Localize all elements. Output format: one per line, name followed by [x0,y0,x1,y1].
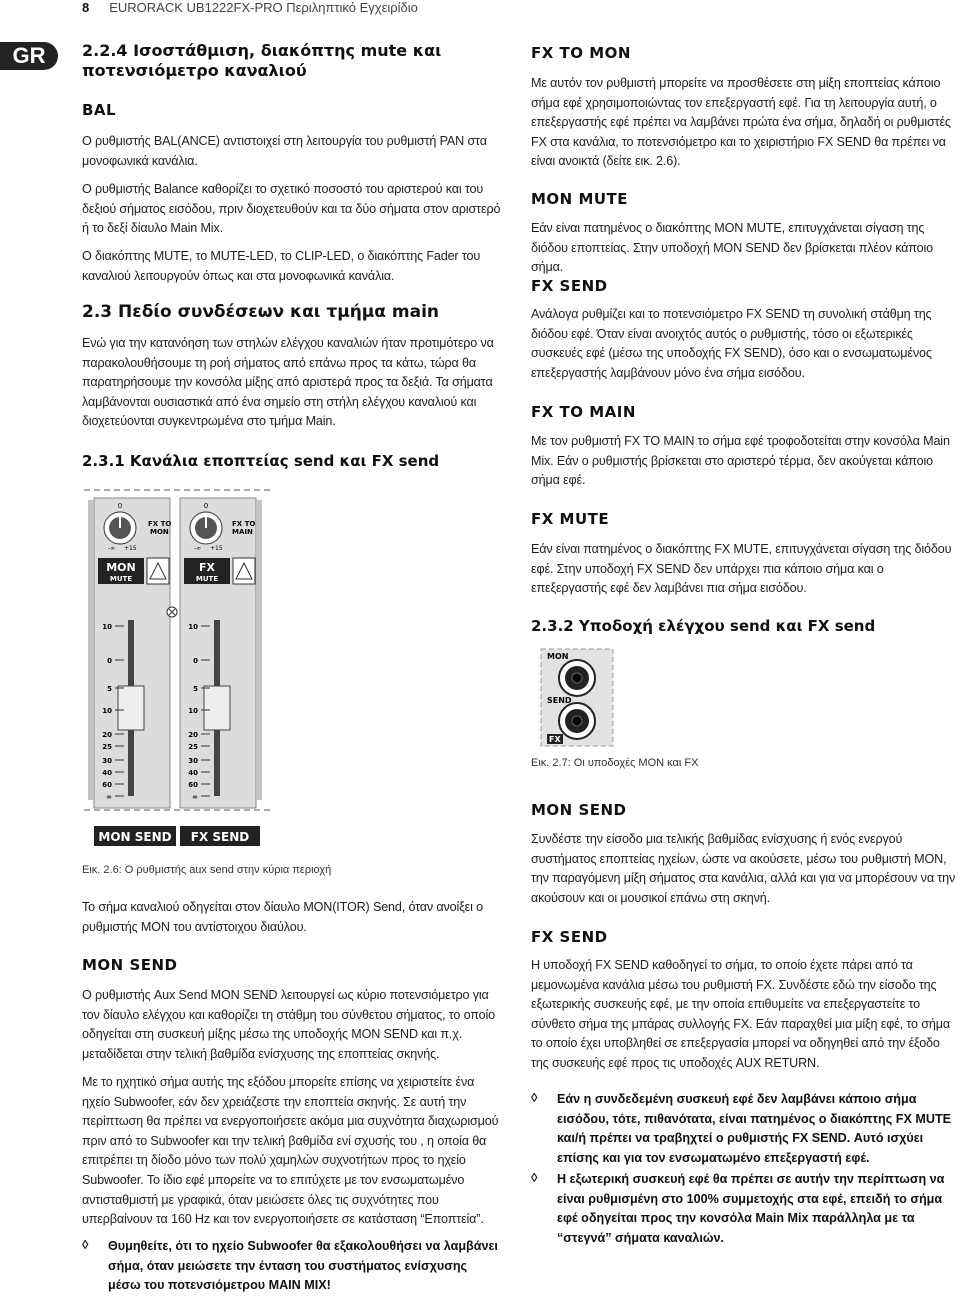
mon-mute-warning-icon [147,558,169,584]
mon-send-jack[interactable] [559,660,595,696]
fx-to-mon-paragraph: Με αυτόν τον ρυθμιστή μπορείτε να προσθέσετε στη μίξη εποπτείας κάποιο σήμα εφέ χρησιμοποιώντας τον επεξεργαστή εφέ. Για τη λειτουργία αυτή, ο επεξεργαστής εφέ πρέπει να λαμβάνει πρώτα ένα σήμα, δηλαδή οι ρυθμιστές FX στα κανάλια, το ποτενσιόμετρο και το χειριστήριο FX SEND θα πρέπει να είναι ανοικτά (δείτε εικ. 2.6). [531,76,951,169]
knob-zero-label: 0 [117,502,123,510]
fx-mute-text: MUTE [195,575,219,583]
mon-send-jack-paragraph: Συνδέστε την είσοδο μια τελικής βαθμίδας ενίσχυσης ή ενός ενεργού συστήματος εποπτείας ηχείων, ώστε να ακούσετε, μέσω του ρυθμιστή MON, την παραγόμενη μίξη σήματος στα κανάλια, αλλά και για να μπορέσουν να την ακούσουν και οι μουσικοί επάνω στη σκηνή. [531,832,956,905]
fader-scale-label: 0 [107,657,112,665]
fader-scale-label: 25 [102,743,112,751]
mon-mute-heading: MON MUTE [531,190,629,208]
page-header [82,0,418,15]
knob-min-label: -∞ [108,545,116,552]
knob-max-label: +15 [210,545,223,552]
fader-scale-label: 30 [102,757,112,765]
section-2-3-2-title: 2.3.2 Υποδοχή ελέγχου send και FX send [531,617,876,635]
mon-signal-paragraph: Το σήμα καναλιού οδηγείται στον δίαυλο MON(ITOR) Send, όταν ανοίξει ο ρυθμιστής MON του αντίστοιχου διαύλου. [82,900,483,934]
fx-send-paragraph: Ανάλογα ρυθμίζει και το ποτενσιόμετρο FX SEND τη συνολική στάθμη της διόδου εφέ. Όταν είναι ανοιχτός αυτός ο ρυθμιστής, τόσο οι εξωτερικές συσκευές εφέ (μέσω της υποδοχής FX SEND), όσο και ο ενσωματωμένος επεξεργαστής λαμβάνουν μόνο ένα σήμα εισόδου. [531,307,932,380]
fx-mute-text: FX [199,561,215,574]
fx-to-mon-heading: FX TO MON [531,44,631,62]
fx-jack-label: FX [549,735,561,744]
language-tab: GR [0,42,58,70]
knob-min-label: -∞ [194,545,202,552]
figure-2-6 [82,488,502,848]
send-jack-label: SEND [547,696,572,705]
mon-send-label: MON SEND [98,830,172,844]
fx-to-main-label: MAIN [232,528,253,536]
fader-scale-label: 40 [102,769,112,777]
balance-paragraph: Ο ρυθμιστής Balance καθορίζει το σχετικό ποσοστό του αριστερού και του δεξιού σήματος εισόδου, πριν διοχετευθούν και τα δύο σήματα στον αριστερό ή το δεξί δίαυλο Main Mix. [82,182,501,236]
bullet-text: Θυμηθείτε, ότι το ηχείο Subwoofer θα εξακολουθήσει να λαμβάνει σήμα, όταν μειώσετε την ένταση του συστήματος ενίσχυσης μέσω του ποτενσιόμετρου MAIN MIX! [108,1239,498,1293]
section-2-3-paragraph: Ενώ για την κατανόηση των στηλών ελέγχου καναλιών ήταν προτιμότερο να παρακολουθήσουμε τη ροή σήματος από επάνω προς τα κάτω, τώρα θα παρατηρήσουμε την κονσόλα μίξης από αριστερά προς τα δεξιά. Τα σήματα λαμβάνονται ουσιαστικά από ένα σημείο στη στήλη ελέγχου καναλιού και διοχετεύονται συγκεντρωμένα στο τμήμα Main. [82,336,494,429]
fx-send-jack-paragraph: Η υποδοχή FX SEND καθοδηγεί το σήμα, το οποίο έχετε πάρει από τα μεμονωμένα κανάλια μέσω του ρυθμιστή FX. Συνδέστε εδώ την είσοδο της εξωτερικής συσκευής εφέ, με την οποία επιθυμείτε να επεξεργαστείτε το σύνθετο σήμα της μπάρας συλλογής FX. Εάν παραχθεί μια μίξη εφέ, το σήμα το οποίο έχει υποβληθεί σε επεξεργασία μπορεί να οδηγηθεί από την έξοδο της συσκευής εφέ προς τις υποδοχές AUX RETURN. [531,958,950,1070]
fx-to-main-knob[interactable] [190,512,222,544]
fader-scale-label: 30 [188,757,198,765]
figure-2-7-caption: Εικ. 2.7: Οι υποδοχές MON και FX [531,757,699,769]
fader-scale-label: 20 [188,731,198,739]
diamond-bullet-icon: ◊ [531,1170,538,1185]
mon-mute-text: MUTE [109,575,133,583]
mon-jack-label: MON [547,652,569,661]
subwoofer-paragraph: Με το ηχητικό σήμα αυτής της εξόδου μπορείτε επίσης να χειριστείτε ένα ηχείο Subwoofer, εάν δεν χρειάζεστε την εποπτεία σκηνής. Σε αυτή την περίπτωση θα πρέπει να ενεργοποιήσετε ακόμα μια συχνότητα διαχωρισμού πριν από το Subwoofer και την τελική βαθμίδα ενί σχυσής του , η οποία θα επιτρέπει τη δίοδο μόνο των πολύ χαμηλών συχνοτήτων προς το ηχείο Subwoofer. Το ίδιο εφέ μπορείτε να το επιτύχετε με τον ενσωματωμένο αντισταθμιστή με γραφικά, όταν μειώσετε όλες τις συχνότητες που υπερβαίνουν τα 160 Hz και τον ενεργοποιήσετε σε κατάσταση “Εποπτεία”. [82,1075,499,1227]
close-x-icon [167,607,177,617]
note-bullet-1 [82,1237,502,1296]
mon-send-fader-cap[interactable] [118,686,144,730]
note-bullet-2 [531,1090,959,1168]
fx-to-main-heading: FX TO MAIN [531,403,636,421]
fader-scale-label: 20 [102,731,112,739]
fx-mute-heading: FX MUTE [531,510,610,528]
fader-scale-label: 60 [102,781,112,789]
section-2-3-title: 2.3 Πεδίο συνδέσεων και τμήμα main [82,302,440,322]
mon-mute-text: MON [106,561,136,574]
fx-send-heading-2: FX SEND [531,928,608,946]
bullet-text: Η εξωτερική συσκευή εφέ θα πρέπει σε αυτήν την περίπτωση να είναι ρυθμισμένη στο 100% συμμετοχής στα εφέ, επειδή το σήμα εφέ οδηγείται προς την κονσόλα Main Mix παράλληλα με τα “στεγνά” σήματα καναλιών. [557,1172,945,1245]
fader-scale-label: 40 [188,769,198,777]
fx-to-main-label: FX TO [232,520,256,528]
fx-send-label-plate [180,826,260,846]
fader-scale-label: 10 [188,623,198,631]
fader-scale-label: 5 [193,685,198,693]
aux-send-panel-illustration [82,488,282,848]
page-number: 8 [82,0,90,15]
fx-mute-warning-icon [233,558,255,584]
diamond-bullet-icon: ◊ [531,1090,538,1105]
diamond-bullet-icon: ◊ [82,1237,89,1252]
fx-to-mon-label: MON [150,528,169,536]
mon-send-heading: MON SEND [82,956,178,974]
fx-send-jack[interactable] [559,703,595,739]
fader-scale-label: 0 [193,657,198,665]
fx-to-main-paragraph: Με τον ρυθμιστή FX TO MAIN το σήμα εφέ τροφοδοτείται στην κονσόλα Main Mix. Εάν ο ρυθμιστής βρίσκεται στο αριστερό τέρμα, δεν ακούγεται κάποιο σήμα εφέ. [531,434,950,488]
bullet-text: Εάν η συνδεδεμένη συσκευή εφέ δεν λαμβάνει κάποιο σήμα εισόδου, τότε, πιθανότατα, είναι πατημένος ο διακόπτης FX MUTE και/ή πρέπει να τραβηχτεί ο ρυθμιστής FX SEND. Αυτό ισχύει επίσης και για τον ενσωματωμένο επεξεργαστή εφέ. [557,1092,952,1165]
document-title: EURORACK UB1222FX-PRO Περιληπτικό Εγχειρίδιο [109,0,418,15]
figure-2-6-caption: Εικ. 2.6: Ο ρυθμιστής aux send στην κύρια περιοχή [82,864,332,876]
fader-scale-label: ∞ [192,793,198,801]
mon-send-label-plate [94,826,176,846]
section-2-2-4-title: 2.2.4 Ισοστάθμιση, διακόπτης mute και ποτενσιόμετρο καναλιού [82,41,442,80]
fader-scale-label: 10 [102,707,112,715]
knob-zero-label: 0 [203,502,209,510]
section-2-3-1-title: 2.3.1 Κανάλια εποπτείας send και FX send [82,452,440,470]
fx-mute-paragraph: Εάν είναι πατημένος ο διακόπτης FX MUTE, επιτυγχάνεται σίγαση της διόδου εφέ. Στην υποδοχή FX SEND δεν υπάρχει πια κάποιο σήμα και ο επεξεργαστής εφέ δεν λαμβάνει πια σήμα εισόδου. [531,542,952,596]
fader-scale-label: 10 [188,707,198,715]
fader-scale-label: 60 [188,781,198,789]
mon-send-paragraph: Ο ρυθμιστής Aux Send MON SEND λειτουργεί ως κύριο ποτενσιόμετρο για τον δίαυλο ελέγχου και καθορίζει τη στάθμη του σύνθετου σήματος, το οποίο οδηγείται στη συσκευή μίξης μέσω της υποδοχής MON SEND και π.χ. μεταδίδεται στην τελική βαθμίδα ενίσχυσης της εποπτείας σκηνής. [82,988,495,1061]
fx-to-mon-knob[interactable] [104,512,136,544]
mon-fx-jacks-illustration [531,645,651,750]
fx-send-heading: FX SEND [531,277,608,295]
fx-to-mon-label: FX TO [148,520,172,528]
fx-mute-button[interactable] [184,558,230,584]
bal-paragraph: Ο ρυθμιστής BAL(ANCE) αντιστοιχεί στη λειτουργία του ρυθμιστή PAN στα μονοφωνικά κανάλια. [82,134,487,168]
mon-send-heading-2: MON SEND [531,801,627,819]
figure-2-7 [531,645,959,750]
bal-heading: BAL [82,101,117,119]
fx-send-fader-cap[interactable] [204,686,230,730]
fader-scale-label: 25 [188,743,198,751]
mon-mute-button[interactable] [98,558,144,584]
fader-scale-label: 10 [102,623,112,631]
fader-scale-label: 5 [107,685,112,693]
fader-scale-label: ∞ [106,793,112,801]
mute-paragraph: Ο διακόπτης MUTE, το MUTE-LED, το CLIP-LED, ο διακόπτης Fader του καναλιού λειτουργούν όπως και στα μονοφωνικά κανάλια. [82,249,481,283]
knob-max-label: +15 [124,545,137,552]
fx-send-label: FX SEND [190,830,250,844]
mon-mute-paragraph: Εάν είναι πατημένος ο διακόπτης MON MUTE, επιτυγχάνεται σίγαση της διόδου εποπτείας. Στην υποδοχή MON SEND δεν βρίσκεται πλέον κάποιο σήμα. [531,221,934,275]
note-bullet-3 [531,1170,959,1248]
